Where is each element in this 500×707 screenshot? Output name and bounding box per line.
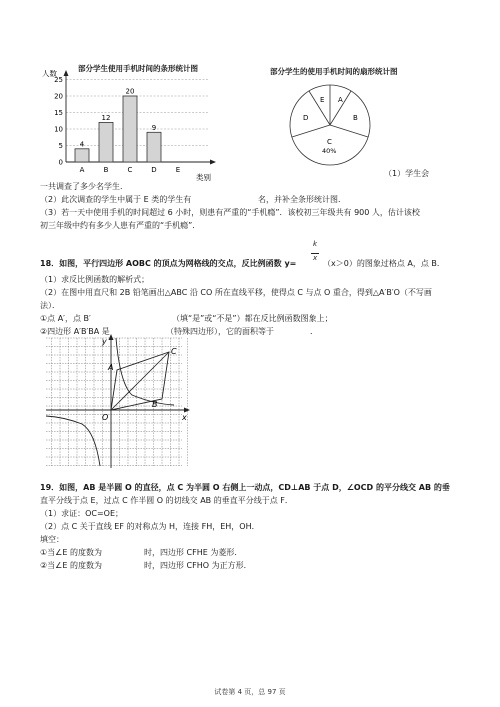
- q18-sub1: （1）求反比例函数的解析式；: [40, 275, 150, 284]
- q19-fill1-a: ①当∠E 的度数为: [40, 548, 102, 557]
- q19-stem-b: 直平分线于点 E，过点 C 作半圆 O 的切线交 AB 的垂直平分线于点 F．: [40, 496, 293, 505]
- pie-label-c-percent: 40%: [322, 147, 337, 155]
- hyperbola-branch-left: [46, 416, 100, 466]
- y-tick-label: 10: [54, 125, 63, 134]
- q17-sub1-cont: 一共调查了多少名学生．: [40, 182, 128, 191]
- bar-value-label: 4: [79, 140, 85, 149]
- q19-sub2: （2）点 C 关于直线 EF 的对称点为 H，连接 FH，EH，OH．: [40, 522, 260, 531]
- q19-sub1: （1）求证：OC=OE；: [40, 509, 124, 518]
- bar-value-label: 20: [125, 87, 135, 96]
- q18-fill1-b: （填“是”或“不是”）都在反比例函数图象上；: [172, 314, 333, 323]
- y-tick-label: 15: [54, 109, 63, 117]
- bar: [99, 122, 113, 162]
- q18-fill2-c: ．: [310, 327, 318, 336]
- label-o: O: [102, 413, 109, 422]
- y-axis-arrow: [109, 334, 114, 340]
- q18-grid-graph: [44, 332, 194, 470]
- x-axis-label: 类别: [196, 173, 211, 182]
- pie-label-b: B: [353, 114, 358, 122]
- bar-chart: [40, 70, 230, 185]
- pie-label-d: D: [303, 114, 309, 122]
- bar-value-label: 12: [101, 113, 111, 122]
- q17-sub1-tail: （1）学生会: [384, 169, 430, 178]
- q18-fill2-a: ②四边形 A′B′BA 是: [40, 327, 110, 336]
- label-c: C: [171, 347, 177, 356]
- pie-chart: [285, 80, 375, 170]
- bar: [75, 149, 89, 162]
- q19-fill2-a: ②当∠E 的度数为: [40, 561, 102, 570]
- bar-value-label: 9: [151, 123, 157, 132]
- y-axis-arrow: [64, 70, 69, 76]
- bar: [123, 96, 137, 162]
- page-footer: 试卷第 4 页，总 97 页: [214, 688, 286, 696]
- q18-frac-den: x: [313, 254, 318, 262]
- q18-stem-a: 18．如图，平行四边形 AOBC 的顶点为网格线的交点，反比例函数 y=: [40, 259, 297, 268]
- q18-fill2-b: （特殊四边形），它的面积等于: [166, 327, 274, 336]
- x-tick-label: C: [127, 166, 133, 174]
- q17-sub2-a: （2）此次调查的学生中属于 E 类的学生有: [40, 195, 192, 204]
- pie-label-a: A: [338, 96, 343, 104]
- q18-stem-b: （x＞0）的图象过格点 A，点 B．: [323, 259, 445, 268]
- bar: [147, 132, 161, 162]
- pie-label-c: C: [327, 138, 332, 146]
- q17-sub3-b: 初三年级中约有多少人患有严重的“手机瘾”．: [40, 221, 201, 230]
- q19-fill2-b: 时，四边形 CFHO 为正方形．: [144, 561, 252, 570]
- x-tick-label: D: [151, 166, 157, 174]
- x-tick-label: E: [175, 166, 181, 174]
- bar-chart-title: 部分学生使用手机时间的条形统计图: [78, 64, 198, 73]
- q18-sub2-b: 法）．: [40, 301, 60, 310]
- q17-sub3-a: （3）若一天中使用手机的时间超过 6 小时，则患有严重的“手机瘾”．该校初三年级共有 900 人，估计该校: [40, 208, 420, 217]
- label-x: x: [182, 413, 187, 422]
- y-tick-label: 5: [58, 142, 63, 150]
- q19-stem-a: 19．如图，AB 是半圆 O 的直径，点 C 为半圆 O 右侧上一动点，CD⊥AB 于点 D，∠OCD 的平分线交 AB 的垂: [40, 483, 450, 492]
- y-tick-label: 25: [54, 76, 63, 84]
- q19-fill1-b: 时，四边形 CFHE 为菱形．: [144, 548, 243, 557]
- y-tick-label: 20: [54, 92, 63, 101]
- q18-frac-num: k: [313, 240, 318, 248]
- x-axis-arrow: [210, 160, 216, 165]
- x-axis-arrow: [184, 408, 190, 413]
- q17-sub2-b: 名，并补全条形统计图．: [258, 195, 346, 204]
- q18-sub2-a: （2）在图中用直尺和 2B 铅笔画出△ABC 沿 CO 所在直线平移，使得点 C 与点 O 重合，得到△A′B′O（不写画: [40, 288, 432, 297]
- x-tick-label: B: [103, 166, 109, 174]
- q18-fill1-a: ①点 A′，点 B′: [40, 314, 91, 323]
- label-a: A: [108, 363, 114, 372]
- y-axis-label: 人数: [42, 70, 57, 78]
- label-b: B: [152, 400, 158, 409]
- pie-chart-title: 部分学生的使用手机时间的扇形统计图: [270, 67, 398, 76]
- x-tick-label: A: [79, 166, 85, 174]
- y-tick-label: 0: [58, 158, 63, 167]
- pie-label-e: E: [320, 96, 325, 104]
- q19-fill-label: 填空：: [40, 535, 64, 544]
- label-y: y: [102, 337, 107, 346]
